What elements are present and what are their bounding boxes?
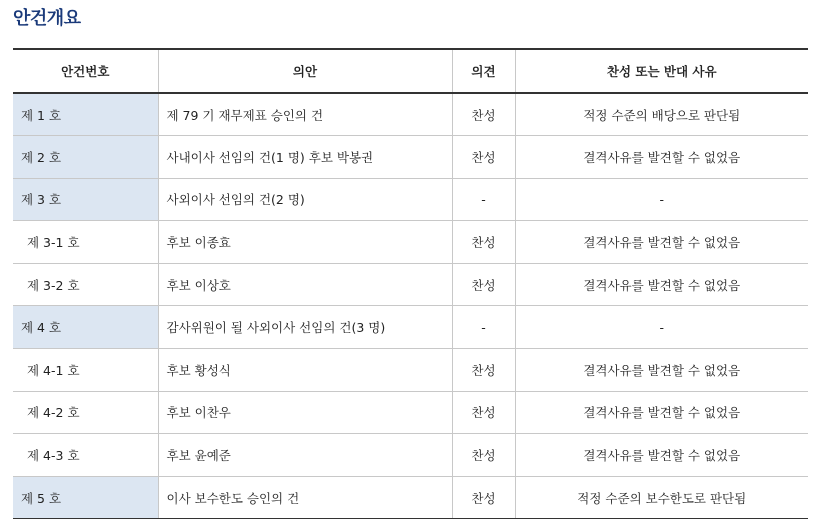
- agenda-reason: 적정 수준의 배당으로 판단됨: [515, 93, 808, 136]
- agenda-table: [13, 48, 808, 519]
- header-agenda: 의안: [158, 49, 452, 93]
- table-row: [13, 391, 808, 434]
- agenda-opinion: 찬성: [452, 136, 515, 179]
- table-row: [13, 476, 808, 519]
- agenda-number: 제 4-1 호: [13, 349, 158, 392]
- table-header-row: [13, 49, 808, 93]
- agenda-opinion: 찬성: [452, 263, 515, 306]
- agenda-title: 후보 이상호: [158, 263, 452, 306]
- table-row: [13, 434, 808, 477]
- table-row: [13, 306, 808, 349]
- agenda-title: 감사위원이 될 사외이사 선임의 건(3 명): [158, 306, 452, 349]
- agenda-title: 사외이사 선임의 건(2 명): [158, 178, 452, 221]
- agenda-number: 제 4 호: [13, 306, 158, 349]
- agenda-title: 후보 이찬우: [158, 391, 452, 434]
- agenda-number: 제 5 호: [13, 476, 158, 519]
- agenda-reason: 결격사유를 발견할 수 없었음: [515, 221, 808, 264]
- agenda-reason: 결격사유를 발견할 수 없었음: [515, 349, 808, 392]
- agenda-opinion: 찬성: [452, 349, 515, 392]
- agenda-opinion: 찬성: [452, 391, 515, 434]
- agenda-opinion: 찬성: [452, 93, 515, 136]
- header-opinion: 의견: [452, 49, 515, 93]
- page-title: 안건개요: [13, 8, 81, 29]
- agenda-number: 제 3 호: [13, 178, 158, 221]
- agenda-opinion: -: [452, 178, 515, 221]
- table-row: [13, 349, 808, 392]
- agenda-title: 후보 이종효: [158, 221, 452, 264]
- agenda-title: 이사 보수한도 승인의 건: [158, 476, 452, 519]
- agenda-opinion: -: [452, 306, 515, 349]
- agenda-reason: 적정 수준의 보수한도로 판단됨: [515, 476, 808, 519]
- table-row: [13, 136, 808, 179]
- agenda-reason: 결격사유를 발견할 수 없었음: [515, 434, 808, 477]
- agenda-opinion: 찬성: [452, 476, 515, 519]
- agenda-number: 제 1 호: [13, 93, 158, 136]
- agenda-opinion: 찬성: [452, 221, 515, 264]
- agenda-number: 제 4-3 호: [13, 434, 158, 477]
- agenda-reason: -: [515, 306, 808, 349]
- agenda-title: 후보 황성식: [158, 349, 452, 392]
- agenda-reason: -: [515, 178, 808, 221]
- agenda-reason: 결격사유를 발견할 수 없었음: [515, 263, 808, 306]
- agenda-number: 제 4-2 호: [13, 391, 158, 434]
- agenda-opinion: 찬성: [452, 434, 515, 477]
- table-row: [13, 221, 808, 264]
- agenda-number: 제 3-1 호: [13, 221, 158, 264]
- table-row: [13, 93, 808, 136]
- agenda-reason: 결격사유를 발견할 수 없었음: [515, 136, 808, 179]
- agenda-title: 제 79 기 재무제표 승인의 건: [158, 93, 452, 136]
- header-reason: 찬성 또는 반대 사유: [515, 49, 808, 93]
- agenda-title: 후보 윤예준: [158, 434, 452, 477]
- header-number: 안건번호: [13, 49, 158, 93]
- table-row: [13, 263, 808, 306]
- table-row: [13, 178, 808, 221]
- agenda-number: 제 3-2 호: [13, 263, 158, 306]
- agenda-number: 제 2 호: [13, 136, 158, 179]
- agenda-reason: 결격사유를 발견할 수 없었음: [515, 391, 808, 434]
- agenda-title: 사내이사 선임의 건(1 명) 후보 박봉권: [158, 136, 452, 179]
